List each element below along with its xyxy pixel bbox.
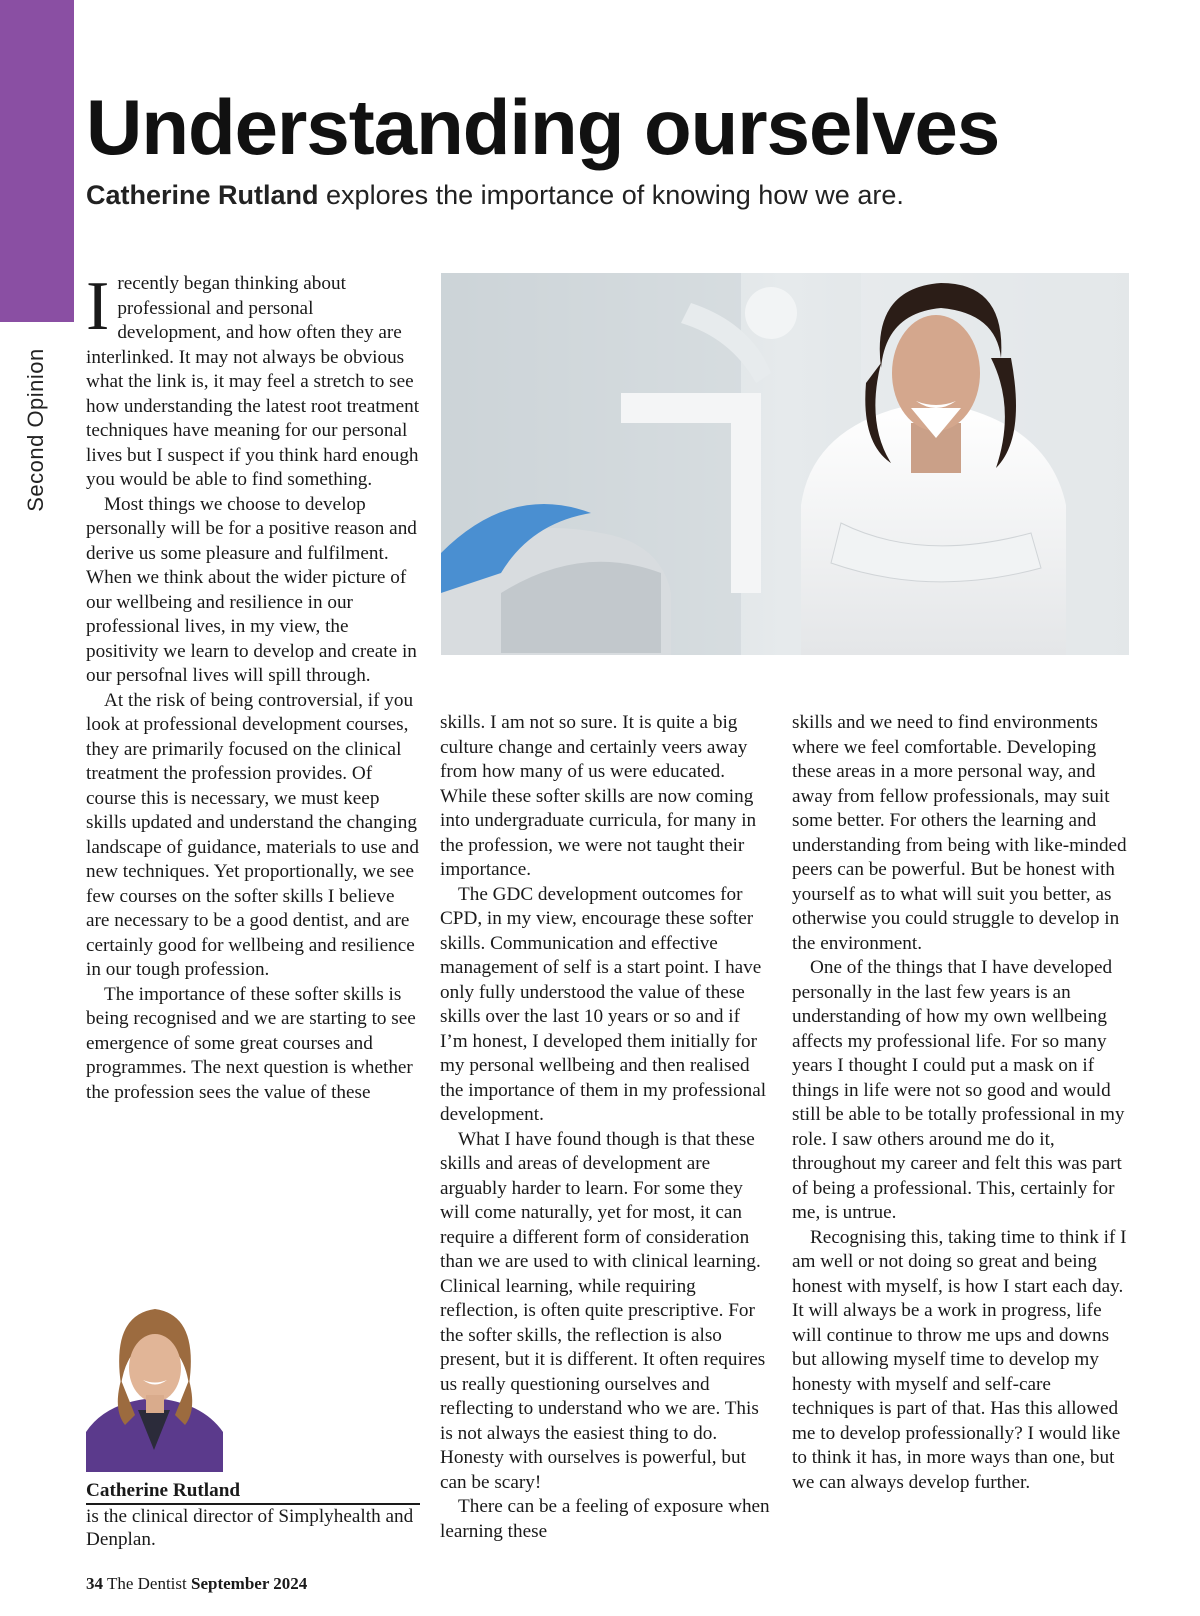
paragraph-1: Irecently began thinking about professional and personal development, and how often they are interlinked. It may not always be obvious what the link is, it may feel a stretch to see how understanding the latest root treatment techniques have meaning for our personal lives but I suspect if you think hard enough you would be able to find something.: [86, 268, 420, 490]
paragraph-4-start: The importance of these softer skills is being recognised and we are starting to see emergence of some great courses and programmes. The next question is whether the profession sees the value of these: [86, 983, 416, 1103]
standfirst-text: explores the importance of knowing how we are.: [318, 180, 904, 210]
article-column-3: [792, 711, 1132, 1495]
author-photo: [86, 1300, 223, 1472]
paragraph-6: What I have found though is that these skills and areas of development are arguably harder to learn. For some they will come naturally, yet for most, it can require a different form of consideration than we are used to with clinical learning. Clinical learning, while requiring reflection, is often quite prescriptive. For the softer skills, the reflection is also present, but it is different. It often requires us really questioning ourselves and reflecting to understand who we are. This is not always the easiest thing to do. Honesty with ourselves is powerful, but can be scary!: [440, 1128, 766, 1493]
publication-name: The Dentist: [106, 1574, 187, 1593]
article-column-2: [440, 711, 771, 1544]
bio-author-name: Catherine Rutland: [86, 1479, 420, 1505]
page-number: 34: [86, 1574, 103, 1593]
author-bio: [86, 1479, 420, 1551]
paragraph-5: The GDC development outcomes for CPD, in my view, encourage these softer skills. Communication and effective management of self is a start point. I have only fully understood the value of these skills over the last 10 years or so and if I’m honest, I developed them initially for my personal wellbeing and then realised the importance of them in my professional development.: [440, 883, 767, 1125]
article-column-1: [86, 268, 420, 1105]
issue-date: September 2024: [191, 1574, 308, 1593]
dentist-hero-photo: [441, 273, 1129, 655]
bio-description: is the clinical director of Simplyhealth and Denplan.: [86, 1506, 414, 1550]
paragraph-2: Most things we choose to develop personally will be for a positive reason and derive us some pleasure and fulfilment. When we think about the wider picture of our wellbeing and resilience in our professional lives, in my view, the positivity we learn to develop and create in our persofnal lives will spill through.: [86, 493, 417, 686]
standfirst-author: Catherine Rutland: [86, 180, 319, 210]
section-accent-bar: [0, 0, 74, 322]
paragraph-3: At the risk of being controversial, if you look at professional development courses, they are primarily focused on the clinical treatment the profession provides. Of course this is necessary, we must keep skills updated and understand the changing landscape of guidance, materials to use and new techniques. Yet proportionally, we see few courses on the softer skills I believe are necessary to be a good dentist, and are certainly good for wellbeing and resilience in our tough profession.: [86, 689, 419, 980]
page-footer: [86, 1574, 307, 1594]
standfirst: [86, 180, 904, 211]
paragraph-7-cont: skills and we need to find environments where we feel comfortable. Developing these areas in a more personal way, and away from fellow professionals, may suit some better. For others the learning and understanding from being with like-minded peers can be powerful. But be honest with yourself as to what will suit you better, as otherwise you could struggle to develop in the environment.: [792, 712, 1127, 954]
article-title: Understanding ourselves: [86, 83, 1000, 171]
paragraph-4-cont: skills. I am not so sure. It is quite a big culture change and certainly veers away from how many of us were educated. While these softer skills are now coming into undergraduate curricula, for many in the profession, we were not taught their importance.: [440, 712, 757, 880]
paragraph-8: One of the things that I have developed personally in the last few years is an understanding of how my own wellbeing affects my professional life. For so many years I thought I could put a mask on if things in life were not so good and would still be able to be totally professional in my role. I saw others around me do it, throughout my career and felt this was part of being a professional. This, certainly for me, is untrue.: [792, 957, 1125, 1223]
paragraph-7-start: There can be a feeling of exposure when learning these: [440, 1496, 770, 1542]
section-label: Second Opinion: [23, 348, 48, 512]
drop-cap: I: [86, 268, 110, 345]
paragraph-9: Recognising this, taking time to think if I am well or not doing so great and being honest with myself, is how I start each day. It will always be a work in progress, life will continue to throw me ups and downs but allowing myself time to develop my honesty with myself and self-care techniques is part of that. Has this allowed me to develop professionally? I would like to think it has, in more ways than one, but we can always develop further.: [792, 1226, 1127, 1493]
